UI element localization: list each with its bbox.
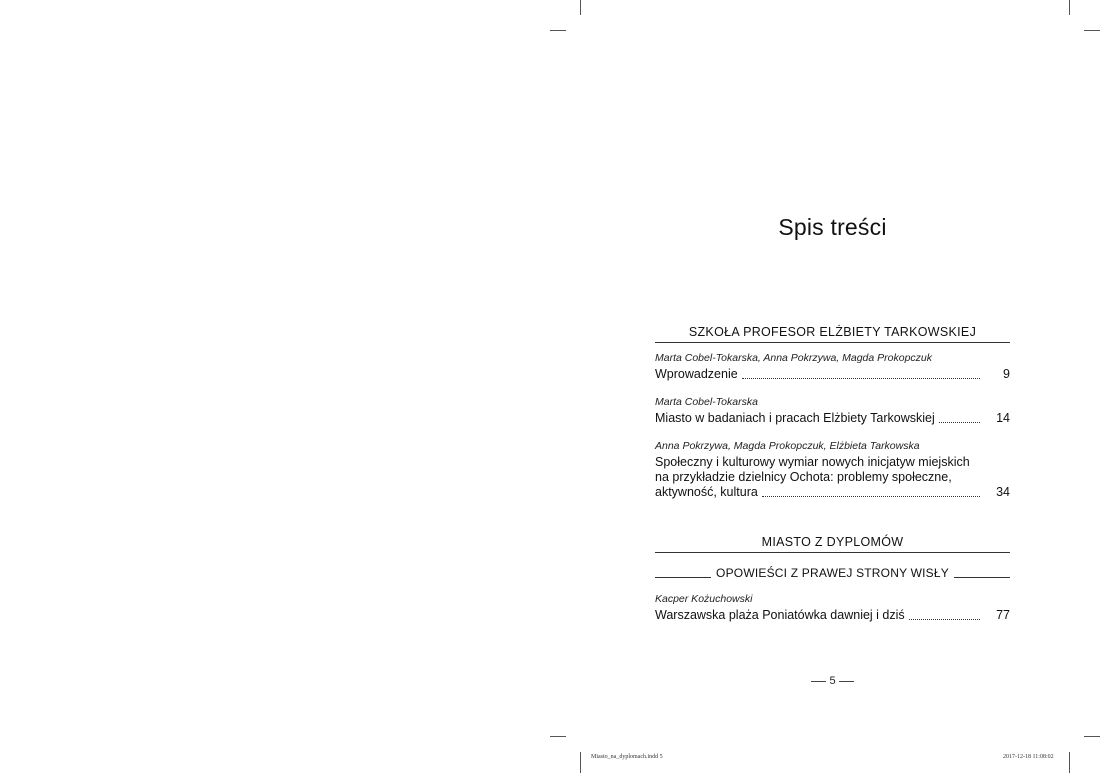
- entry-title: Warszawska plaża Poniatówka dawniej i dziś: [655, 608, 905, 622]
- crop-mark: [550, 30, 566, 31]
- crop-mark: [580, 0, 581, 15]
- leader-dots: [762, 495, 980, 497]
- section-heading: SZKOŁA PROFESOR ELŻBIETY TARKOWSKIEJ: [655, 325, 1010, 343]
- entry-title: Wprowadzenie: [655, 367, 738, 381]
- entry-title: Miasto w badaniach i pracach Elżbiety Tarkowskiej: [655, 411, 935, 425]
- toc-entry[interactable]: [655, 351, 1010, 382]
- entry-page-number: 14: [996, 411, 1010, 425]
- folio-number: 5: [829, 675, 836, 687]
- crop-mark: [1069, 0, 1070, 15]
- section-heading: MIASTO Z DYPLOMÓW: [655, 535, 1010, 553]
- entry-title-line: Społeczny i kulturowy wymiar nowych inicjatyw miejskich: [655, 455, 970, 469]
- subsection-label: OPOWIEŚCI Z PRAWEJ STRONY WISŁY: [716, 566, 949, 580]
- toc-entry[interactable]: [655, 395, 1010, 426]
- subsection-heading: [655, 566, 1010, 580]
- toc-entry[interactable]: [655, 439, 1010, 500]
- slug-timestamp: 2017-12-18 11:08:02: [1003, 754, 1054, 760]
- subsection-rule: [655, 577, 711, 578]
- crop-mark: [1084, 30, 1100, 31]
- entry-page-number: 34: [996, 485, 1010, 499]
- leader-dots: [742, 377, 980, 379]
- folio-dash: [811, 681, 826, 682]
- crop-mark: [550, 736, 566, 737]
- entry-authors: Anna Pokrzywa, Magda Prokopczuk, Elżbieta Tarkowska: [655, 440, 920, 452]
- leader-dots: [939, 421, 980, 423]
- folio-dash: [839, 681, 854, 682]
- table-of-contents: [655, 325, 1010, 623]
- leader-dots: [909, 618, 980, 620]
- entry-authors: Marta Cobel-Tokarska, Anna Pokrzywa, Magda Prokopczuk: [655, 352, 933, 364]
- page-title: Spis treści: [778, 214, 887, 240]
- slug-filename: Miasto_na_dyplomach.indd 5: [591, 754, 663, 760]
- entry-authors: Marta Cobel-Tokarska: [655, 396, 758, 408]
- entry-page-number: 9: [1003, 367, 1010, 381]
- entry-page-number: 77: [996, 608, 1010, 622]
- entry-authors: Kacper Kożuchowski: [655, 593, 753, 605]
- entry-title-line: na przykładzie dzielnicy Ochota: problemy społeczne,: [655, 470, 952, 484]
- entry-title-line: aktywność, kultura: [655, 485, 758, 499]
- toc-entry[interactable]: [655, 592, 1010, 623]
- crop-mark: [1069, 752, 1070, 773]
- page-number-folio: [805, 675, 860, 687]
- crop-mark: [1084, 736, 1100, 737]
- crop-mark: [580, 752, 581, 773]
- subsection-rule: [954, 577, 1010, 578]
